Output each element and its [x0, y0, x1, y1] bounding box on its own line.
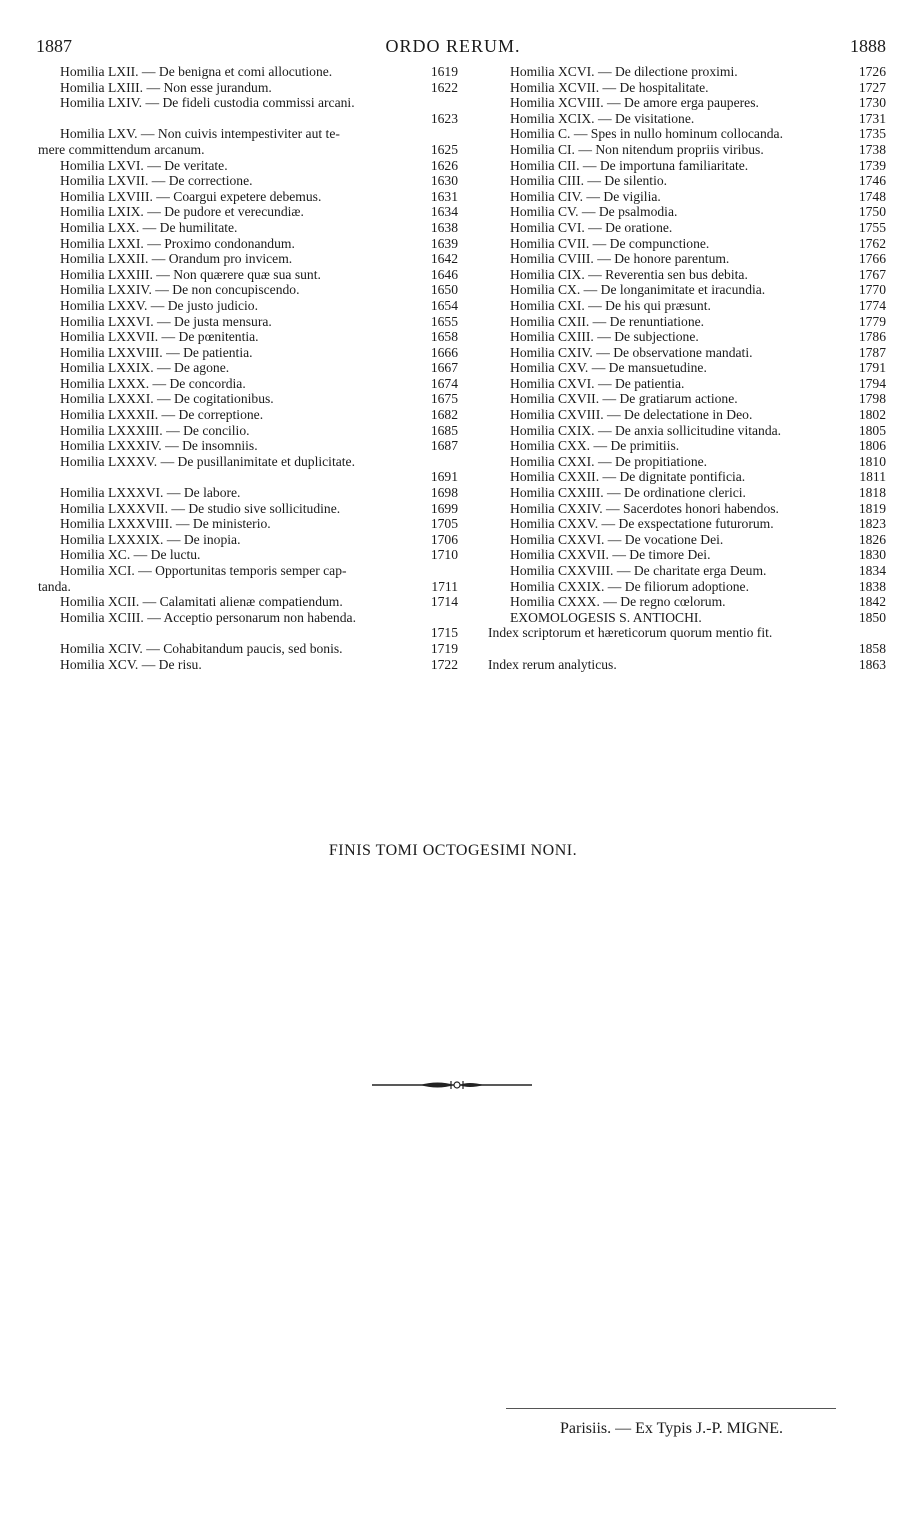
entry-title: Homilia XCV. — De risu.	[60, 656, 202, 672]
toc-entry	[38, 438, 458, 454]
entry-title: Homilia XCVI. — De dilectione proximi.	[510, 64, 738, 79]
toc-entry	[488, 563, 886, 579]
entry-title: Homilia CXIII. — De subjectione.	[510, 329, 699, 345]
entry-title: Homilia LXXVI. — De justa mensura.	[60, 313, 272, 329]
toc-entry	[38, 407, 458, 423]
toc-entry	[38, 126, 458, 142]
entry-page: 1819	[858, 500, 886, 516]
toc-entry	[38, 360, 458, 376]
entry-title: Homilia CVII. — De compunctione.	[510, 235, 710, 251]
toc-entry	[38, 64, 458, 80]
entry-page	[452, 610, 458, 626]
entry-page: 1811	[859, 469, 886, 485]
entry-page: 1738	[858, 141, 886, 157]
entry-page: 1727	[858, 79, 886, 95]
entry-page: 1834	[858, 563, 886, 578]
entry-page: 1622	[430, 79, 458, 95]
entry-page: 1722	[430, 656, 458, 672]
entry-page	[452, 563, 458, 579]
toc-entry	[488, 204, 886, 220]
entry-page: 1687	[430, 438, 458, 454]
toc-entry	[488, 345, 886, 361]
entry-title: Homilia CXV. — De mansuetudine.	[510, 360, 707, 376]
entry-page: 1787	[858, 344, 886, 360]
toc-entry	[488, 547, 886, 563]
toc-entry	[38, 532, 458, 548]
entry-page: 1625	[430, 141, 458, 157]
toc-entry	[38, 641, 458, 657]
entry-title: Homilia LXXXVI. — De labore.	[60, 485, 241, 501]
entry-page: 1706	[430, 531, 458, 547]
entry-title: Homilia C. — Spes in nullo hominum collocanda.	[510, 126, 783, 142]
entry-page: 1838	[858, 578, 886, 594]
toc-entry	[38, 95, 458, 111]
toc-entry	[38, 142, 458, 158]
entry-title: Homilia CXXVIII. — De charitate erga Deum.	[510, 563, 767, 578]
entry-page: 1658	[430, 329, 458, 345]
toc-entry	[488, 594, 886, 610]
printer-imprint: Parisiis. — Ex Typis J.-P. MIGNE.	[560, 1420, 784, 1437]
entry-page: 1638	[430, 219, 458, 235]
entry-title: Homilia CXXVII. — De timore Dei.	[510, 547, 711, 563]
entry-page-continued: 1623	[430, 110, 458, 126]
toc-entry	[488, 173, 886, 189]
entry-page: 1805	[858, 422, 886, 438]
toc-entry	[488, 158, 886, 174]
entry-page: 1719	[430, 640, 458, 656]
entry-title: Homilia CI. — Non nitendum propriis viribus.	[510, 141, 764, 157]
toc-entry	[488, 579, 886, 595]
entry-page: 1766	[858, 251, 886, 267]
entry-page: 1791	[858, 360, 886, 376]
entry-page: 1806	[858, 438, 886, 454]
ornament-rule	[372, 1078, 532, 1092]
entry-page: 1818	[858, 485, 886, 501]
entry-title: Homilia CIII. — De silentio.	[510, 173, 668, 189]
toc-entry	[488, 469, 886, 485]
entry-page: 1779	[858, 313, 886, 329]
entry-page: 1655	[430, 313, 458, 329]
entry-page	[452, 126, 458, 142]
toc-entry	[488, 391, 886, 407]
entry-title: Homilia CXXVI. — De vocatione Dei.	[510, 531, 724, 547]
running-title: ORDO RERUM.	[385, 36, 521, 56]
entry-page: 1631	[430, 188, 458, 204]
entry-page-continued: 1691	[430, 469, 458, 485]
entry-title: Homilia LXXXI. — De cogitationibus.	[60, 391, 274, 407]
entry-title: Homilia CV. — De psalmodia.	[510, 204, 678, 220]
toc-entry	[38, 267, 458, 283]
entry-title: EXOMOLOGESIS S. ANTIOCHI.	[510, 609, 702, 625]
entry-page: 1674	[430, 375, 458, 391]
entry-title: Homilia LXVII. — De correctione.	[60, 173, 253, 189]
entry-title: tanda.	[38, 578, 71, 594]
toc-entry	[488, 282, 886, 298]
entry-title: Homilia CVI. — De oratione.	[510, 219, 673, 235]
entry-title: Homilia LXXIV. — De non concupiscendo.	[60, 282, 300, 298]
toc-entry	[38, 454, 458, 470]
entry-page: 1786	[858, 329, 886, 345]
entry-page: 1666	[430, 344, 458, 360]
entry-title: Homilia CXII. — De renuntiatione.	[510, 313, 705, 329]
toc-entry	[38, 282, 458, 298]
entry-title: Homilia CX. — De longanimitate et iracundia.	[510, 282, 766, 298]
toc-entry	[488, 516, 886, 532]
toc-entry	[488, 189, 886, 205]
entry-page: 1802	[858, 407, 886, 423]
toc-entry	[38, 204, 458, 220]
toc-entry	[38, 391, 458, 407]
entry-title: Homilia CXXIV. — Sacerdotes honori habendos.	[510, 500, 779, 516]
toc-entry	[38, 485, 458, 501]
toc-entry	[488, 64, 886, 80]
entry-page: 1863	[858, 656, 886, 672]
toc-entry	[38, 345, 458, 361]
entry-title: Homilia CIX. — Reverentia sen bus debita.	[510, 266, 748, 282]
toc-entry	[488, 501, 886, 517]
toc-entry	[38, 594, 458, 610]
toc-entry	[488, 251, 886, 267]
entry-title: Homilia LXXXIV. — De insomniis.	[60, 438, 258, 454]
entry-title: Index scriptorum et hæreticorum quorum mentio fit.	[488, 625, 773, 641]
toc-entry	[488, 329, 886, 345]
entry-page: 1755	[858, 219, 886, 235]
toc-entry	[38, 579, 458, 595]
entry-page: 1626	[430, 157, 458, 173]
toc-entry	[488, 454, 886, 470]
toc-entry	[488, 95, 886, 111]
entry-page: 1650	[430, 282, 458, 298]
entry-title: Homilia LXIV. — De fideli custodia commissi arcani.	[60, 95, 355, 111]
entry-page: 1705	[430, 516, 458, 532]
entry-title: Homilia CXXIX. — De filiorum adoptione.	[510, 578, 749, 594]
entry-page: 1735	[858, 126, 886, 142]
entry-title: Homilia LXIX. — De pudore et verecundiæ.	[60, 204, 304, 220]
toc-entry	[488, 360, 886, 376]
entry-title: Homilia CII. — De importuna familiaritate.	[510, 157, 749, 173]
toc-entry	[38, 298, 458, 314]
entry-title: Index rerum analyticus.	[488, 656, 617, 672]
entry-page: 1731	[858, 110, 886, 126]
entry-page: 1798	[858, 391, 886, 407]
right-column	[488, 64, 886, 672]
entry-page: 1646	[430, 266, 458, 282]
entry-page	[880, 625, 886, 641]
entry-title: Homilia CXI. — De his qui præsunt.	[510, 297, 711, 313]
toc-entry	[488, 80, 886, 96]
entry-title: Homilia XCI. — Opportunitas temporis semper cap-	[60, 563, 347, 578]
toc-entry	[38, 610, 458, 626]
entry-title: Homilia CXXIII. — De ordinatione clerici.	[510, 485, 746, 501]
entry-page: 1826	[858, 531, 886, 547]
entry-page: 1850	[858, 609, 886, 625]
entry-page: 1675	[430, 391, 458, 407]
toc-entry	[488, 126, 886, 142]
toc-entry	[38, 563, 458, 579]
toc-entry	[488, 236, 886, 252]
toc-entry	[38, 423, 458, 439]
toc-entry	[38, 158, 458, 174]
toc-entry	[488, 220, 886, 236]
entry-title: Homilia XC. — De luctu.	[60, 547, 201, 563]
entry-title: Homilia CXXII. — De dignitate pontificia.	[510, 469, 746, 485]
page-number-right: 1888	[850, 36, 886, 56]
entry-title: Homilia LXXXII. — De correptione.	[60, 407, 264, 423]
entry-page: 1654	[430, 297, 458, 313]
entry-page: 1698	[430, 485, 458, 501]
entry-title: Homilia CXVIII. — De delectatione in Deo.	[510, 407, 753, 423]
toc-entry	[38, 314, 458, 330]
entry-page: 1730	[858, 95, 886, 111]
entry-title: Homilia LXVIII. — Coargui expetere debemus.	[60, 188, 322, 204]
entry-title: Homilia LXX. — De humilitate.	[60, 219, 238, 235]
entry-title: Homilia LXXX. — De concordia.	[60, 375, 246, 391]
entry-page: 1750	[858, 204, 886, 220]
entry-title: Homilia XCVIII. — De amore erga pauperes.	[510, 95, 759, 111]
entry-title: mere committendum arcanum.	[38, 141, 205, 157]
left-column	[38, 64, 458, 672]
entry-title: Homilia CXXX. — De regno cœlorum.	[510, 594, 726, 610]
entry-page: 1711	[431, 578, 458, 594]
entry-title: Homilia LXXIII. — Non quærere quæ sua sunt.	[60, 266, 321, 282]
entry-title: Homilia LXXIX. — De agone.	[60, 360, 230, 376]
entry-page: 1810	[858, 453, 886, 469]
toc-entry	[38, 251, 458, 267]
entry-page: 1842	[858, 594, 886, 610]
entry-page: 1748	[858, 188, 886, 204]
toc-entry	[38, 657, 458, 673]
toc-entry	[488, 438, 886, 454]
entry-page	[452, 95, 458, 111]
entry-title: Homilia LXV. — Non cuivis intempestiviter aut te-	[60, 126, 340, 142]
entry-page-continued: 1858	[858, 640, 886, 656]
entry-title: Homilia LXVI. — De veritate.	[60, 157, 228, 173]
toc-entry	[488, 625, 886, 641]
toc-entry	[488, 376, 886, 392]
entry-title: Homilia LXXXIX. — De inopia.	[60, 531, 241, 547]
page-number-left: 1887	[36, 36, 72, 56]
entry-title: Homilia CXIV. — De observatione mandati.	[510, 344, 753, 360]
toc-entry	[38, 220, 458, 236]
entry-title: Homilia CXXV. — De exspectatione futurorum.	[510, 516, 774, 532]
toc-entry	[488, 142, 886, 158]
toc-entry	[488, 610, 886, 626]
entry-title: Homilia LXII. — De benigna et comi allocutione.	[60, 64, 333, 79]
toc-entry	[38, 80, 458, 96]
entry-title: Homilia LXXVIII. — De patientia.	[60, 344, 253, 360]
entry-title: Homilia LXXII. — Orandum pro invicem.	[60, 251, 293, 267]
entry-page: 1699	[430, 500, 458, 516]
entry-page: 1739	[858, 157, 886, 173]
entry-title: Homilia CXVII. — De gratiarum actione.	[510, 391, 738, 407]
toc-entry	[38, 376, 458, 392]
toc-entry	[488, 423, 886, 439]
entry-page: 1714	[430, 594, 458, 610]
entry-title: Homilia LXXI. — Proximo condonandum.	[60, 235, 295, 251]
entry-page: 1770	[858, 282, 886, 298]
entry-page: 1685	[430, 422, 458, 438]
entry-page: 1642	[430, 251, 458, 267]
entry-title: Homilia LXXXV. — De pusillanimitate et duplicitate.	[60, 453, 355, 469]
entry-title: Homilia LXXXVII. — De studio sive sollicitudine.	[60, 500, 341, 516]
entry-page: 1726	[858, 64, 886, 79]
entry-page: 1634	[430, 204, 458, 220]
toc-entry	[38, 516, 458, 532]
entry-title: Homilia LXXVII. — De pœnitentia.	[60, 329, 259, 345]
toc-entry	[38, 501, 458, 517]
toc-entry	[38, 236, 458, 252]
entry-title: Homilia CXVI. — De patientia.	[510, 375, 685, 391]
entry-title: Homilia XCIII. — Acceptio personarum non habenda.	[60, 609, 356, 625]
entry-title: Homilia XCIX. — De visitatione.	[510, 110, 695, 126]
finis-line: FINIS TOMI OCTOGESIMI NONI.	[328, 842, 578, 859]
entry-title: Homilia LXXV. — De justo judicio.	[60, 297, 258, 313]
entry-page: 1794	[858, 375, 886, 391]
entry-title: Homilia CXXI. — De propitiatione.	[510, 453, 708, 469]
entry-page: 1746	[858, 173, 886, 189]
entry-page: 1767	[858, 266, 886, 282]
entry-page	[452, 454, 458, 470]
toc-entry	[488, 407, 886, 423]
entry-page-continued: 1715	[430, 625, 458, 641]
entry-page: 1619	[430, 64, 458, 79]
toc-entry	[38, 189, 458, 205]
entry-page: 1630	[430, 173, 458, 189]
entry-title: Homilia XCVII. — De hospitalitate.	[510, 79, 709, 95]
toc-entry	[38, 547, 458, 563]
entry-title: Homilia XCII. — Calamitati alienæ compatiendum.	[60, 594, 343, 610]
entry-page: 1762	[858, 235, 886, 251]
entry-title: Homilia CVIII. — De honore parentum.	[510, 251, 730, 267]
entry-page: 1639	[430, 235, 458, 251]
entry-title: Homilia LXXXIII. — De concilio.	[60, 422, 250, 438]
toc-entry	[488, 657, 886, 673]
entry-page: 1667	[430, 360, 458, 376]
entry-title: Homilia CIV. — De vigilia.	[510, 188, 661, 204]
entry-title: Homilia XCIV. — Cohabitandum paucis, sed bonis.	[60, 640, 343, 656]
entry-title: Homilia LXIII. — Non esse jurandum.	[60, 79, 272, 95]
entry-page: 1830	[858, 547, 886, 563]
entry-title: Homilia CXIX. — De anxia sollicitudine vitanda.	[510, 422, 782, 438]
toc-entry	[488, 267, 886, 283]
toc-entry	[488, 298, 886, 314]
entry-page: 1823	[858, 516, 886, 532]
toc-entry	[488, 314, 886, 330]
toc-entry	[38, 173, 458, 189]
toc-entry	[488, 532, 886, 548]
entry-title: Homilia CXX. — De primitiis.	[510, 438, 680, 454]
toc-entry	[38, 329, 458, 345]
toc-entry	[488, 111, 886, 127]
entry-page: 1774	[858, 297, 886, 313]
entry-page: 1682	[430, 407, 458, 423]
toc-entry	[488, 485, 886, 501]
entry-title: Homilia LXXXVIII. — De ministerio.	[60, 516, 271, 532]
entry-page: 1710	[430, 547, 458, 563]
footer-rule	[506, 1408, 836, 1409]
